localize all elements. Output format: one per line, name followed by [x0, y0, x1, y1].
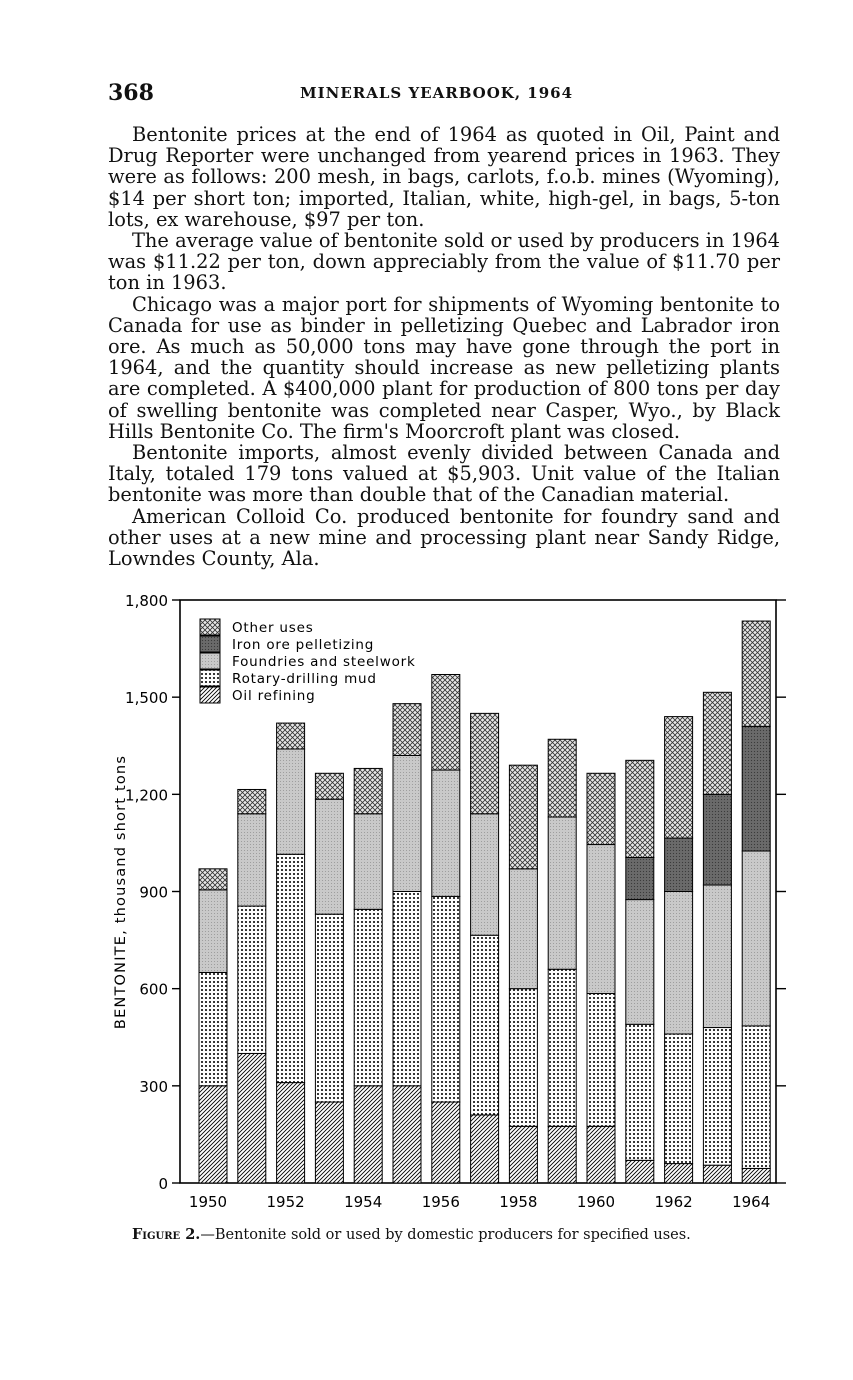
bar-rotary-drilling-mud-1963	[703, 1028, 731, 1166]
x-tick-label: 1950	[188, 1193, 228, 1211]
legend-label-rotary-drilling-mud: Rotary-drilling mud	[232, 671, 377, 687]
bar-foundries-and-steelwork-1953	[315, 799, 343, 914]
bar-oil-refining-1958	[509, 1126, 537, 1183]
bar-other-uses-1953	[315, 773, 343, 799]
bar-oil-refining-1957	[471, 1115, 499, 1183]
bar-foundries-and-steelwork-1951	[238, 814, 266, 906]
bar-rotary-drilling-mud-1962	[665, 1034, 693, 1164]
bar-other-uses-1954	[354, 768, 382, 813]
bar-other-uses-1955	[393, 704, 421, 756]
bar-oil-refining-1950	[199, 1086, 227, 1183]
bar-oil-refining-1956	[432, 1102, 460, 1183]
bar-oil-refining-1952	[277, 1083, 305, 1183]
bar-foundries-and-steelwork-1955	[393, 755, 421, 891]
bar-iron-ore-pelletizing-1962	[665, 838, 693, 891]
bar-foundries-and-steelwork-1962	[665, 892, 693, 1035]
bar-iron-ore-pelletizing-1964	[742, 726, 770, 851]
bar-rotary-drilling-mud-1952	[277, 854, 305, 1082]
bar-rotary-drilling-mud-1950	[199, 972, 227, 1085]
bar-rotary-drilling-mud-1959	[548, 969, 576, 1126]
bar-oil-refining-1951	[238, 1053, 266, 1183]
bar-foundries-and-steelwork-1950	[199, 890, 227, 973]
y-axis-title: BENTONITE, thousand short tons	[113, 754, 129, 1030]
bar-oil-refining-1964	[742, 1168, 770, 1183]
paragraph-2: The average value of bentonite sold or used by producers in 1964 was $11.22 per ton, down appreciably from the value of $11.70 per ton in 1963.	[108, 229, 780, 295]
legend-label-foundries-and-steelwork: Foundries and steelwork	[232, 654, 416, 670]
y-tick-label: 1,800	[125, 592, 168, 610]
y-tick-label: 1,500	[125, 689, 168, 708]
legend-swatch-oil-refining	[200, 687, 220, 703]
bar-other-uses-1960	[587, 773, 615, 844]
bar-oil-refining-1961	[626, 1160, 654, 1183]
bar-iron-ore-pelletizing-1963	[703, 794, 731, 885]
bar-rotary-drilling-mud-1961	[626, 1024, 654, 1160]
bar-other-uses-1951	[238, 789, 266, 813]
bar-rotary-drilling-mud-1954	[354, 909, 382, 1086]
paragraph-5: American Colloid Co. produced bentonite for foundry sand and other uses at a new mine and processing plant near Sandy Ridge, Lowndes County, Ala.	[108, 504, 780, 571]
y-tick-label: 300	[139, 1077, 168, 1096]
bar-rotary-drilling-mud-1955	[393, 892, 421, 1086]
y-tick-label: 1,200	[125, 786, 168, 805]
x-tick-label: 1952	[266, 1193, 305, 1211]
bar-iron-ore-pelletizing-1961	[626, 857, 654, 899]
y-tick-label: 900	[139, 883, 168, 902]
x-tick-label: 1962	[654, 1193, 693, 1211]
bar-other-uses-1957	[471, 713, 499, 813]
page-number: 368	[108, 80, 154, 106]
bar-foundries-and-steelwork-1958	[509, 869, 537, 989]
bar-other-uses-1956	[432, 674, 460, 770]
legend-swatch-iron-ore-pelletizing	[200, 636, 220, 652]
bar-foundries-and-steelwork-1959	[548, 817, 576, 969]
bar-other-uses-1962	[665, 717, 693, 838]
bar-oil-refining-1953	[315, 1102, 343, 1183]
bar-rotary-drilling-mud-1958	[509, 989, 537, 1127]
bar-other-uses-1964	[742, 621, 770, 726]
legend-label-other-uses: Other uses	[232, 620, 314, 636]
bar-rotary-drilling-mud-1951	[238, 906, 266, 1053]
paragraph-4: Bentonite imports, almost evenly divided between Canada and Italy, totaled 179 tons valued at $5,903. Unit value of the Italian bentonite was more than double that of the Canadian material.	[108, 441, 780, 507]
bar-oil-refining-1959	[548, 1126, 576, 1183]
figure-caption	[132, 1226, 691, 1243]
legend-label-iron-ore-pelletizing: Iron ore pelletizing	[232, 637, 375, 653]
paragraph-3: Chicago was a major port for shipments of Wyoming bentonite to Canada for use as binder in pelletizing Quebec and Labrador iron ore. As much as 50,000 tons may have gone through the port in 1964, and the quantity should increase as new pelletizing plants are completed. A $400,000 plant for production of 800 tons per day of swelling bentonite was completed near Casper, Wyo., by Black Hills Bentonite Co. The firm's Moorcroft plant was closed.	[108, 292, 780, 443]
x-tick-label: 1958	[499, 1193, 538, 1211]
body-text	[108, 124, 780, 569]
bar-oil-refining-1962	[665, 1164, 693, 1183]
bar-rotary-drilling-mud-1960	[587, 994, 615, 1127]
bar-rotary-drilling-mud-1956	[432, 896, 460, 1102]
y-tick-label: 0	[158, 1175, 168, 1193]
legend-label-oil-refining: Oil refining	[232, 688, 316, 704]
bar-other-uses-1950	[199, 869, 227, 890]
caption-text: —Bentonite sold or used by domestic producers for specified uses.	[200, 1227, 691, 1243]
bar-other-uses-1952	[277, 723, 305, 749]
running-head: MINERALS YEARBOOK, 1964	[300, 84, 574, 102]
legend-swatch-rotary-drilling-mud	[200, 670, 220, 686]
bar-foundries-and-steelwork-1957	[471, 814, 499, 935]
bar-foundries-and-steelwork-1963	[703, 885, 731, 1028]
bar-rotary-drilling-mud-1964	[742, 1026, 770, 1169]
bar-oil-refining-1960	[587, 1126, 615, 1183]
bar-foundries-and-steelwork-1960	[587, 845, 615, 994]
bar-rotary-drilling-mud-1957	[471, 935, 499, 1115]
caption-label: Figure 2.	[132, 1226, 201, 1243]
bar-other-uses-1963	[703, 692, 731, 794]
x-tick-label: 1960	[576, 1193, 616, 1211]
x-tick-label: 1954	[344, 1193, 383, 1211]
bar-foundries-and-steelwork-1964	[742, 851, 770, 1026]
y-tick-label: 600	[139, 980, 168, 999]
bar-oil-refining-1963	[703, 1165, 731, 1183]
bentonite-chart	[0, 580, 853, 1220]
bar-oil-refining-1954	[354, 1086, 382, 1183]
bar-foundries-and-steelwork-1954	[354, 814, 382, 910]
bar-oil-refining-1955	[393, 1086, 421, 1183]
bar-rotary-drilling-mud-1953	[315, 914, 343, 1102]
x-tick-label: 1956	[421, 1193, 460, 1211]
legend-swatch-foundries-and-steelwork	[200, 653, 220, 669]
bar-foundries-and-steelwork-1961	[626, 900, 654, 1025]
legend-swatch-other-uses	[200, 619, 220, 635]
bar-foundries-and-steelwork-1956	[432, 770, 460, 896]
bar-other-uses-1959	[548, 739, 576, 817]
bar-other-uses-1961	[626, 760, 654, 857]
paragraph-1: Bentonite prices at the end of 1964 as quoted in Oil, Paint and Drug Reporter were unchanged from yearend prices in 1963. They were as follows: 200 mesh, in bags, carlots, f.o.b. mines (Wyoming), $14 per short ton; imported, Italian, white, high-gel, in bags, 5-ton lots, ex warehouse, $97 per ton.	[108, 123, 780, 231]
x-tick-label: 1964	[732, 1193, 771, 1211]
bar-foundries-and-steelwork-1952	[277, 749, 305, 854]
bar-other-uses-1958	[509, 765, 537, 869]
